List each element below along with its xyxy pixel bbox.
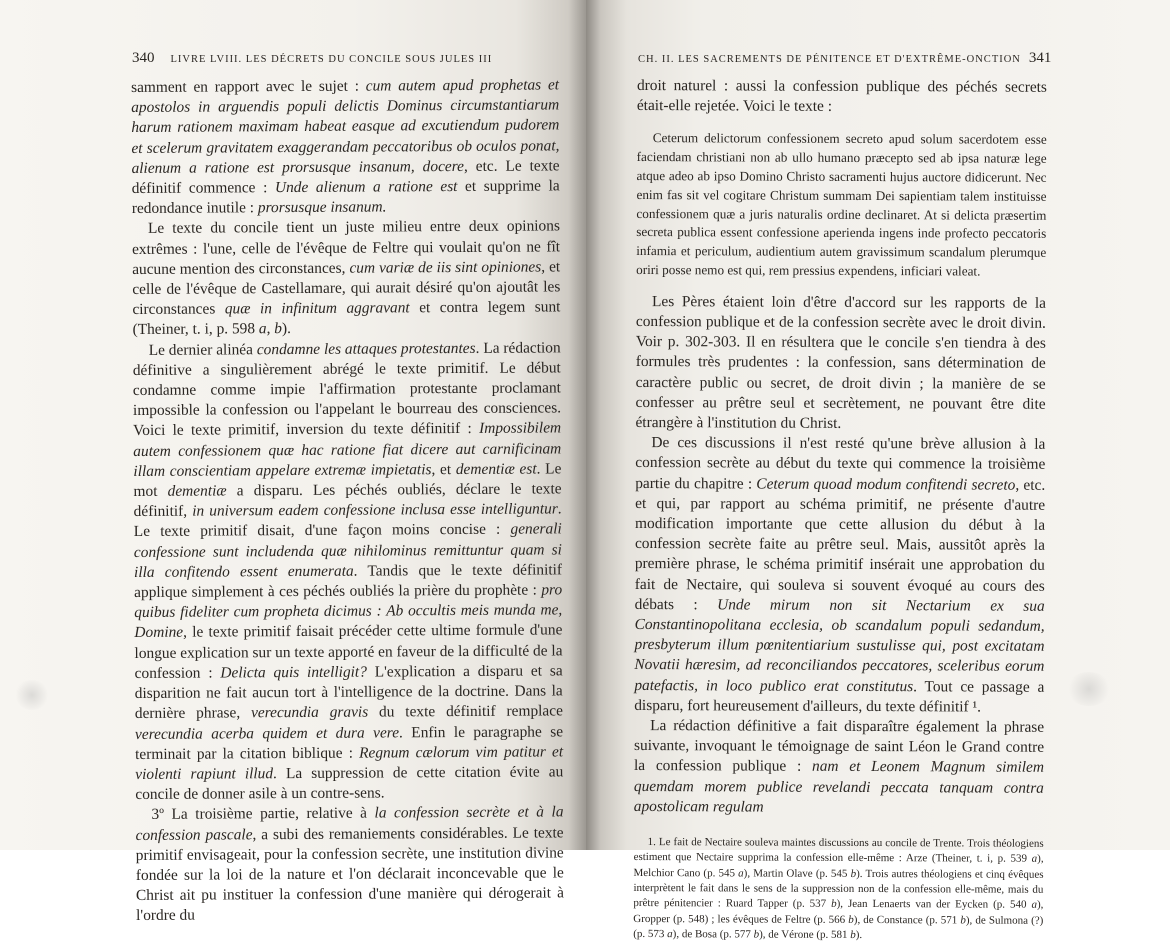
right-body-text <box>633 76 1047 944</box>
text-run: , etc. Le texte définitif commence : <box>131 157 560 198</box>
italic-text: Delicta quis intelligit? <box>220 663 367 682</box>
italic-text: cum autem apud prophetas et apostolos in arguendis populi delictis Dominus circumstantiarum harum rationem maximam habeat easque ad excutiendum pudorem et scelerum gravitatem exaggerandam peccatoribus ob oculos ponat, alienum a ratione est prorsusque insanum, docere <box>131 76 560 177</box>
text-run: ). Trois autres théologiens et cinq évêques interprètent le fait dans le sens de la suppression non de la confession elle-même, mais du prêtre pénitencier : Ruard Tapper (p. 537 <box>633 867 1044 911</box>
italic-text: b <box>850 928 856 941</box>
text-run: , <box>266 320 275 338</box>
text-run: Ceterum delictorum confessionem secreto apud solum sacerdotem esse faciendam christiani non ab ullo humano præcepto sed ab ipsa naturæ lege atque adeo ab ipso Domino Christo sacramenti hujus auctore didicerunt. Nec enim fas sit vel cogitare Christum summam Dei sapientiam talem instituisse confessionem quæ a juris naturalis ordine declinaret. At si delicta præsertim secreta publica essent confessione aperienda ingens inde profecto peccatoris infamia et periculum, audientium autem gravissimum scandalum plerumque oriri posse nemo est qui, rem pressius expendens, inficiari valeat. <box>636 130 1047 279</box>
italic-text: dementiæ est <box>455 460 537 478</box>
paragraph <box>634 716 1044 819</box>
italic-text: quæ in infinitum aggravant <box>224 299 410 318</box>
text-run: . La rédaction définitive a singulièrement abrégé le texte primitif. Le début condamne comme impie l'affirmation protestante proclamant impossible la confession ou l'appelant le bourreau des consciences. Voici le texte primitif, inversion du texte définitif : <box>132 339 562 440</box>
text-run: La rédaction définitive a fait disparaître également la phrase suivante, invoquant le témoignage de saint Léon le Grand contre la confession publique : <box>633 717 1045 776</box>
italic-text: b <box>848 913 854 926</box>
text-run: samment en rapport avec le sujet : <box>131 77 366 96</box>
left-body-text <box>131 75 564 926</box>
right-running-head <box>638 50 1051 67</box>
right-running-head-title: CH. II. LES SACREMENTS DE PÉNITENCE ET D'EXTRÊME-ONCTION <box>638 54 1021 65</box>
italic-text: cum variæ de iis sint opiniones <box>349 258 542 277</box>
italic-text: b <box>753 928 760 941</box>
text-run: ), Melchior Cano (p. 545 <box>633 853 1044 880</box>
stain-mark <box>1066 672 1112 706</box>
text-run: Le texte du concile tient un juste milieu entre deux opinions extrêmes : l'une, celle de l'évêque de Feltre qui voulait qu'on ne fît aucune mention des circonstances, <box>131 217 561 278</box>
text-run: ). <box>281 320 292 338</box>
italic-text: a <box>1031 853 1038 866</box>
italic-text: a <box>667 927 673 941</box>
right-page <box>586 0 1170 941</box>
italic-text: a <box>1031 898 1037 912</box>
left-page-number: 340 <box>132 50 155 66</box>
italic-text: Impossibilem autem confessionem quæ hac ratione fiat dicere aut carnificinam illam conscientiam appelare extremæ impietatis <box>133 419 562 480</box>
paragraph <box>135 803 564 927</box>
text-run: , le texte primitif faisait précéder cette ultime formule d'une longue explication sur un texte apporté en faveur de la difficulté de la confession : <box>134 621 563 682</box>
text-run: , etc. et qui, par rapport au schéma primitif, ne présente d'autre modification importante que cette allusion du début à la confession secrète faite au prêtre seul. Mais, aussitôt après la première phrase, le schéma primitif insérait une approbation du fait de Nectaire, qui souleva si souvent évoqué au cours des débats : <box>634 476 1046 614</box>
paragraph <box>131 75 560 219</box>
text-run: . Tout ce passage a disparu, fort heureusement d'ailleurs, du texte définitif ¹. <box>634 677 1045 716</box>
stain-mark <box>14 680 50 710</box>
italic-text: Unde mirum non sit Nectarium ex sua Constantinopolitana ecclesia, ob scandalum populi sedandum, presbyterum illum pœnitentiarium sustulisse qui, post excitatam Novatii hæresim, ad reconciliandos peccatores, sceleribus eorum patefactis, in loco publico erat constitutus <box>634 596 1045 695</box>
text-run: du texte définitif remplace <box>368 702 563 721</box>
text-run: a disparu. Les péchés oubliés, déclare le texte définitif, <box>133 480 562 521</box>
left-running-head-title: LIVRE LVIII. LES DÉCRETS DU CONCILE SOUS JULES III <box>170 54 493 65</box>
paragraph <box>133 338 564 805</box>
text-run: 3º La troisième partie, relative à <box>151 804 375 824</box>
text-run: . Le mot <box>133 460 562 501</box>
text-run: ), Martin Olave (p. 545 <box>743 867 851 880</box>
left-page <box>0 0 586 925</box>
italic-text: la confession secrète et à la confession pascale <box>135 803 564 844</box>
text-run: ), de Bosa (p. 577 <box>672 928 754 941</box>
italic-text: Unde alienum a ratione est <box>274 178 458 197</box>
paragraph <box>635 292 1046 435</box>
text-run: De ces discussions il n'est resté qu'une brève allusion à la confession secrète au début du texte qui commence la troisième partie du chapitre : <box>635 434 1046 493</box>
italic-text: generali confessione sunt includenda quæ nihilominus remittuntur quam si illa confitendo essent enumerata <box>133 520 562 581</box>
italic-text: pro quibus fideliter cum propheta dicimus : Ab occultis meis munda me, Domine <box>134 581 563 642</box>
italic-text: Regnum cælorum vim patitur et violenti rapiunt illud <box>135 743 564 783</box>
left-running-head <box>132 50 492 67</box>
text-run: , et celle de l'évêque de Castellamare, qui aurait désiré qu'on ajoutât les circonstances <box>132 258 561 319</box>
text-run: 1. Le fait de Nectaire souleva maintes discussions au concile de Trente. Trois théologiens estiment que Nectaire supprima la confession elle-même : Arze (Theiner, t. i, p. 539 <box>633 836 1044 866</box>
italic-text: b <box>831 898 837 911</box>
paragraph <box>132 217 561 341</box>
text-run: droit naturel : aussi la confession publique des péchés secrets était-elle rejetée. Voici le texte : <box>636 76 1047 116</box>
text-run: Le dernier alinéa <box>148 340 257 359</box>
italic-text: verecundia gravis <box>250 703 369 722</box>
paragraph <box>637 76 1047 118</box>
text-run: , et <box>431 460 456 479</box>
text-run: . Le texte primitif disait, d'une façon moins concise : <box>133 500 562 541</box>
block-quote <box>636 129 1047 281</box>
text-run: ). <box>855 928 863 941</box>
italic-text: condamne les attaques protestantes <box>256 339 476 358</box>
italic-text: b <box>850 867 857 880</box>
italic-text: Ceterum quoad modum confitendi secreto <box>756 475 1016 494</box>
text-run: ), Gropper (p. 548) ; les évêques de Feltre (p. 566 <box>633 899 1044 926</box>
text-run: et contra legem sunt (Theiner, t. i, p. 598 <box>132 298 561 339</box>
text-run: , a subi des remaniements considérables. Le texte primitif envisageait, pour la confession secrète, une institution divine fondée sur la loi de la nature et l'on déclarait inconcevable que le Christ ait pu instituer la confession d'une manière qui dérogerait à l'ordre du <box>135 823 565 925</box>
text-run: . Enfin le paragraphe se terminait par la citation biblique : <box>135 722 564 763</box>
italic-text: dementiæ <box>167 482 227 500</box>
text-run: ), de Vérone (p. 581 <box>759 928 851 941</box>
text-run: L'explication a disparu et sa disparition ne fait aucun tort à l'intelligence de la doctrine. Dans la dernière phrase, <box>134 662 563 723</box>
right-page-number: 341 <box>1028 50 1052 66</box>
italic-text: a <box>258 320 267 338</box>
italic-text: nam et Leonem Magnum similem quemdam morem publice revelandi peccata tanquam contra apostolicam regulam <box>633 758 1045 816</box>
italic-text: verecundia acerba quidem et dura vere <box>134 723 400 743</box>
text-run: ), de Sulmona (?) (p. 573 <box>633 913 1044 940</box>
footnote <box>633 835 1043 944</box>
italic-text: in universum eadem confessione inclusa esse intelliguntur <box>192 500 558 520</box>
paragraph <box>634 433 1045 718</box>
italic-text: prorsusque insanum. <box>257 198 387 217</box>
text-run: ), de Constance (p. 571 <box>853 913 961 926</box>
text-run: Les Pères étaient loin d'être d'accord sur les rapports de la confession publique et de la confession secrète avec le droit divin. Voir p. 302-303. Il en résultera que le concile s'en tiendra à des formules très prudentes : la confession, sans détermination de caractère public ou secret, de droit divin ; la manière de se confesser au prêtre seul et secrètement, ne pouvant être dite étrangère à l'institution du Christ. <box>635 292 1047 432</box>
text-run: et supprime la redondance inutile : <box>131 177 560 218</box>
text-run: . Tandis que le texte définitif applique simplement à ces péchés oubliés la prière du prophète : <box>134 561 563 602</box>
text-run: ), Jean Lenaerts van der Eycken (p. 540 <box>836 898 1032 911</box>
text-run: . La suppression de cette citation évite au concile de donner asile à un contre-sens. <box>135 763 564 804</box>
italic-text: b <box>960 913 966 926</box>
italic-text: b <box>274 320 283 338</box>
italic-text: a <box>738 867 744 880</box>
